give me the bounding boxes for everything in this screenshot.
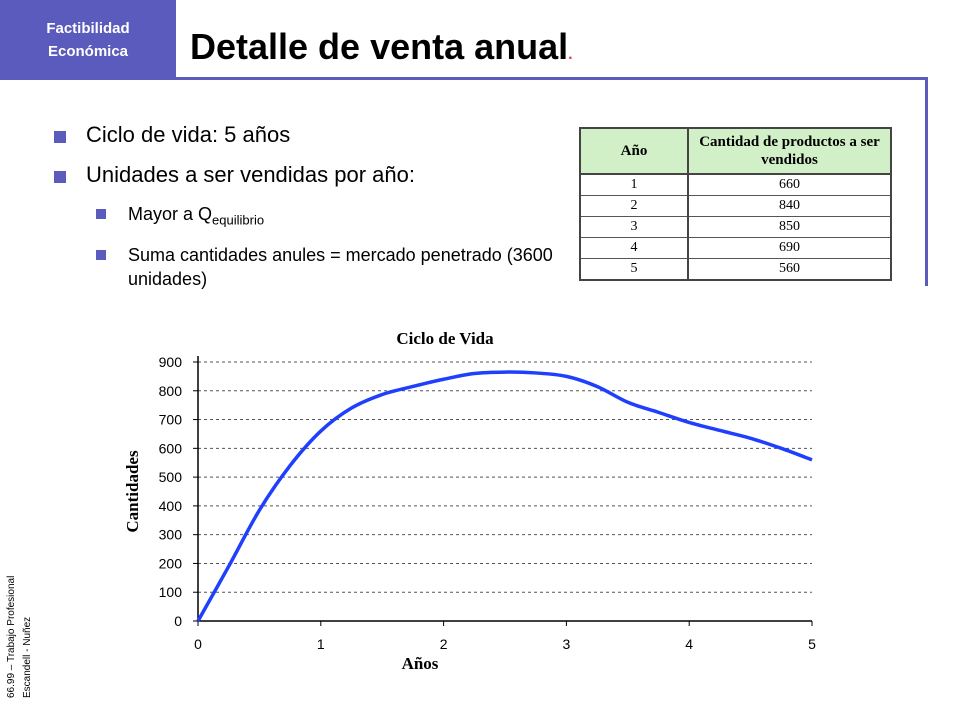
sub-bullet-equilibrium-text: Mayor a Q: [128, 204, 213, 224]
table-row: [580, 174, 891, 196]
table-header-row: [580, 128, 891, 174]
table-row: [580, 238, 891, 259]
table-cell-year: 3: [580, 217, 688, 238]
table-row: [580, 259, 891, 281]
y-tick-label: 600: [158, 440, 182, 457]
table-cell-year: 5: [580, 259, 688, 281]
bullet-life-cycle: Ciclo de vida: 5 años: [54, 122, 574, 148]
x-tick-label: 1: [316, 636, 325, 652]
page-title-text: Detalle de venta anual: [190, 26, 569, 67]
table-cell-year: 4: [580, 238, 688, 259]
y-tick-label: 700: [158, 411, 182, 428]
table-header-year: Año: [580, 128, 688, 174]
table-header-quantity: Cantidad de productos a ser vendidos: [688, 128, 891, 174]
y-tick-label: 0: [174, 613, 182, 629]
bullet-units-per-year: Unidades a ser vendidas por año:: [54, 162, 574, 188]
table-cell-quantity: 850: [688, 217, 891, 238]
sales-table: [579, 127, 892, 281]
sub-bullet-market: Suma cantidades anules = mercado penetrado (3600 unidades): [54, 243, 574, 291]
header-rule: [176, 77, 928, 80]
y-tick-label: 100: [158, 584, 182, 601]
table-cell-year: 2: [580, 196, 688, 217]
chart-title: Ciclo de Vida: [396, 329, 494, 348]
x-tick-label: 0: [194, 636, 202, 652]
life-cycle-series-line: [198, 372, 812, 621]
section-tab: [0, 0, 176, 80]
section-tab-line1: Factibilidad: [46, 20, 130, 37]
page-title: [190, 26, 573, 68]
footer-line-2: Escandell - Nuñez: [22, 616, 33, 698]
y-axis-label: Cantidades: [123, 450, 142, 533]
footer-line-1: 66.99 – Trabajo Profesional: [6, 575, 17, 698]
equilibrium-subscript: equilibrio: [212, 212, 265, 228]
table-cell-quantity: 660: [688, 174, 891, 196]
sub-bullet-equilibrium: [54, 202, 574, 233]
table-cell-quantity: 690: [688, 238, 891, 259]
x-tick-label: 4: [685, 636, 694, 652]
y-tick-label: 900: [158, 354, 182, 370]
bullet-list: [54, 122, 574, 301]
y-tick-label: 800: [158, 382, 182, 399]
table-cell-quantity: 840: [688, 196, 891, 217]
x-axis-label: Años: [401, 654, 439, 673]
y-tick-label: 500: [158, 469, 182, 486]
y-tick-label: 400: [158, 497, 182, 514]
x-tick-label: 5: [808, 636, 816, 652]
title-dot: .: [568, 46, 573, 63]
life-cycle-chart: [110, 320, 830, 675]
x-tick-label: 3: [562, 636, 571, 652]
table-row: [580, 217, 891, 238]
table-row: [580, 196, 891, 217]
y-tick-label: 200: [158, 555, 182, 572]
side-rule: [925, 80, 928, 286]
footer-note: [6, 530, 40, 698]
table-cell-year: 1: [580, 174, 688, 196]
x-tick-label: 2: [439, 636, 448, 652]
section-tab-line2: Económica: [47, 43, 129, 60]
table-cell-quantity: 560: [688, 259, 891, 281]
y-tick-label: 300: [158, 526, 182, 543]
